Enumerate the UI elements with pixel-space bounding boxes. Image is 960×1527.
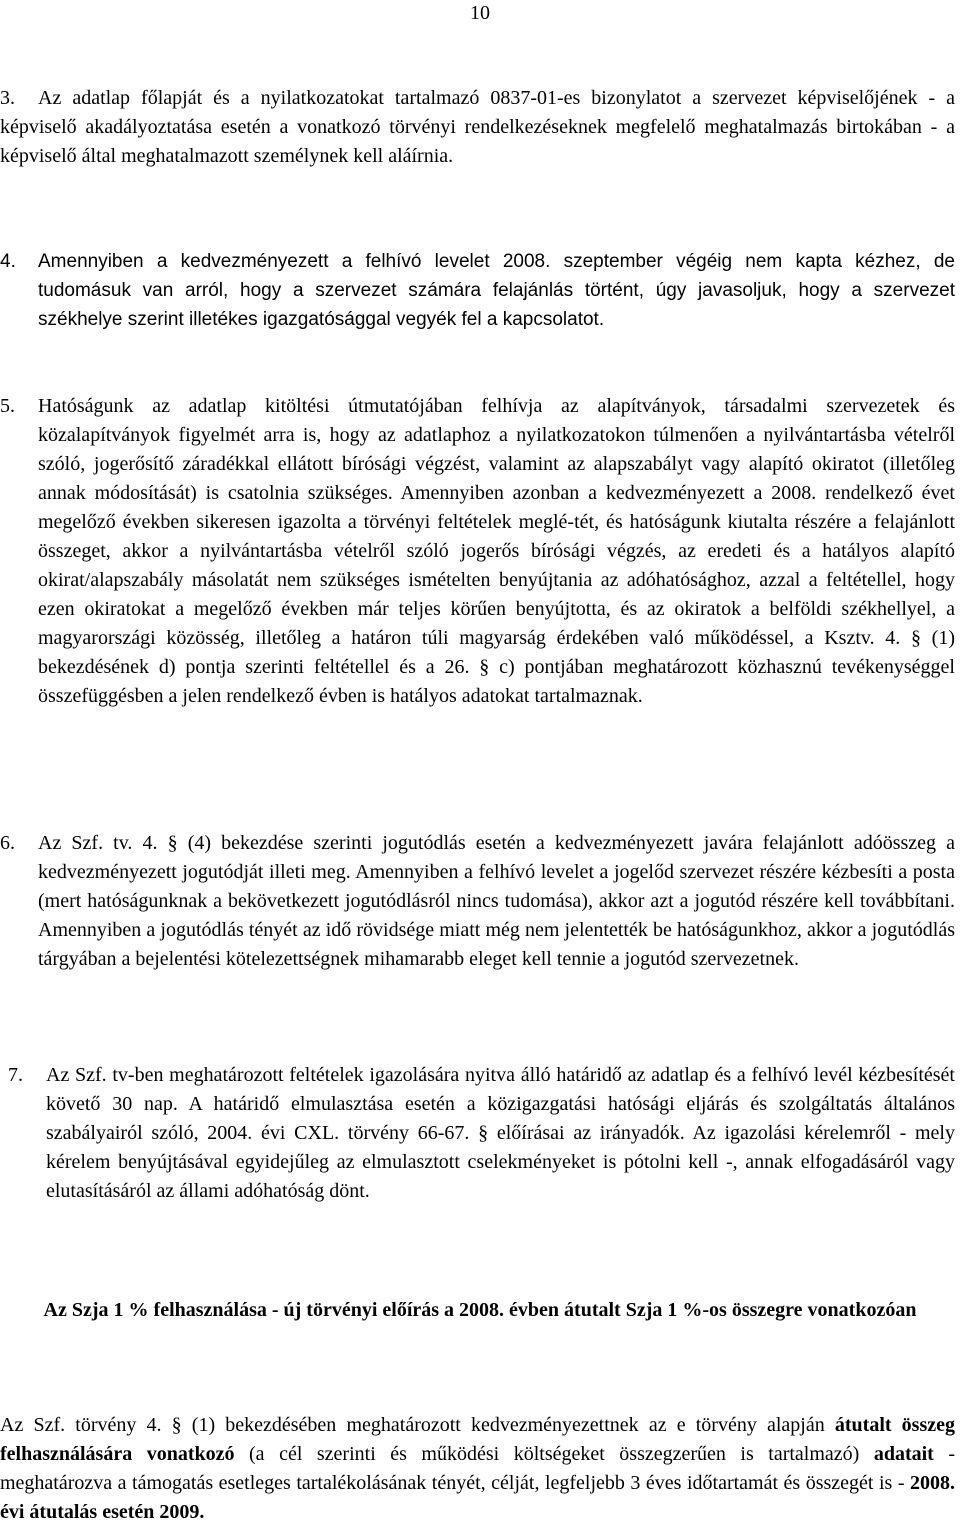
page-number: 10 (470, 2, 490, 24)
item-6-text: Az Szf. tv. 4. § (4) bekezdése szerinti jogutódlás esetén a kedvezményezett javára felajánlott adóösszeg a kedvezményezett jogutódját illeti meg. Amennyiben a felhívó levelet a jogelőd szervezet részére kézbesíti a posta (mert hatóságunknak a bekövetkezett jogutódlásról nincs tudomása), akkor azt a jogutód részére kell továbbítani. Amennyiben a jogutódlás tényét az idő rövidsége miatt még nem jelentették be hatóságunkhoz, akkor a jogutódlás tárgyában a bejelentési kötelezettségnek mihamarabb eleget kell tennie a jogutód szervezetnek. (38, 832, 955, 970)
item-7-number: 7. (8, 1064, 23, 1086)
item-3-number: 3. (0, 87, 15, 109)
final-text-3: - meghatározva a támogatás esetleges tartalékolásának tényét, célját, legfeljebb 3 éves időtartamát és összegét is - (0, 1443, 955, 1494)
list-item-3 (0, 84, 955, 171)
final-text-1: Az Szf. törvény 4. § (1) bekezdésében meghatározott kedvezményezettnek az e törvény alapján (0, 1414, 835, 1436)
final-bold-3: 2008. évi átutalás esetén 2009. (0, 1472, 955, 1523)
item-3-text: Az adatlap főlapját és a nyilatkozatokat tartalmazó 0837-01-es bizonylatot a szervezet képviselőjének - a képviselő akadályoztatása esetén a vonatkozó törvényi rendelkezéseknek megfelelő meghatalmazás birtokában - a képviselő által meghatalmazott személynek kell aláírnia. (0, 87, 955, 167)
final-bold-1: átutalt összeg felhasználására vonatkozó (0, 1414, 955, 1465)
item-4-number: 4. (0, 251, 16, 272)
item-6-number: 6. (0, 832, 15, 854)
list-item-5 (0, 392, 955, 711)
final-paragraph (0, 1411, 955, 1527)
list-item-6 (0, 829, 955, 974)
list-item-4 (0, 247, 955, 334)
final-text-2: (a cél szerinti és működési költségeket összegzerűen is tartalmazó) (234, 1443, 874, 1465)
item-5-number: 5. (0, 395, 15, 417)
item-7-text: Az Szf. tv-ben meghatározott feltételek igazolására nyitva álló határidő az adatlap és a felhívó levél kézbesítését követő 30 nap. A határidő elmulasztása esetén a közigazgatási hatósági eljárás és szolgáltatás általános szabályairól szóló, 2004. évi CXL. törvény 66-67. § előírásai az irányadók. Az igazolási kérelemről - mely kérelem benyújtásával egyidejűleg az elmulasztott cselekményeket is pótolni kell -, annak elfogadásáról vagy elutasításáról az állami adóhatóság dönt. (46, 1064, 955, 1202)
final-bold-2: adatait (873, 1443, 934, 1465)
item-5-text: Hatóságunk az adatlap kitöltési útmutatójában felhívja az alapítványok, társadalmi szervezetek és közalapítványok figyelmét arra is, hogy az adatlaphoz a nyilatkozatokon túlmenően a nyilvántartásba vételről szóló, jogerősítő záradékkal ellátott bírósági végzést, valamint az alapszabályt vagy alapító okiratot (illetőleg annak módosítását) is csatolnia szükséges. Amennyiben azonban a kedvezményezett a 2008. rendelkező évet megelőző években sikeresen igazolta a törvényi feltételek meglé-tét, és hatóságunk kiutalta részére a felajánlott összeget, akkor a nyilvántartásba vételről szóló jogerős bírósági végzés, az eredeti és a hatályos alapító okirat/alapszabály másolatát nem szükséges ismételten benyújtania az adóhatósághoz, azzal a feltétellel, hogy ezen okiratokat a megelőző években már teljes körűen benyújtotta, és az okiratok a belföldi székhellyel, a magyarországi közösség, illetőleg a határon túli magyarság érdekében való működéssel, a Ksztv. 4. § (1) bekezdésének d) pontja szerinti feltétellel és a 26. § c) pontjában meghatározott közhasznú tevékenységgel összefüggésben a jelen rendelkező évben is hatályos adatokat tartalmaznak. (38, 395, 955, 707)
section-heading: Az Szja 1 % felhasználása - új törvényi előírás a 2008. évben átutalt Szja 1 %-os összegre vonatkozóan (43, 1299, 917, 1321)
item-4-text: Amennyiben a kedvezményezett a felhívó levelet 2008. szeptember végéig nem kapta kézhez, de tudomásuk van arról, hogy a szervezet számára felajánlás történt, úgy javasoljuk, hogy a szervezet székhelye szerint illetékes igazgatósággal vegyék fel a kapcsolatot. (38, 251, 955, 330)
list-item-7 (0, 1061, 955, 1206)
